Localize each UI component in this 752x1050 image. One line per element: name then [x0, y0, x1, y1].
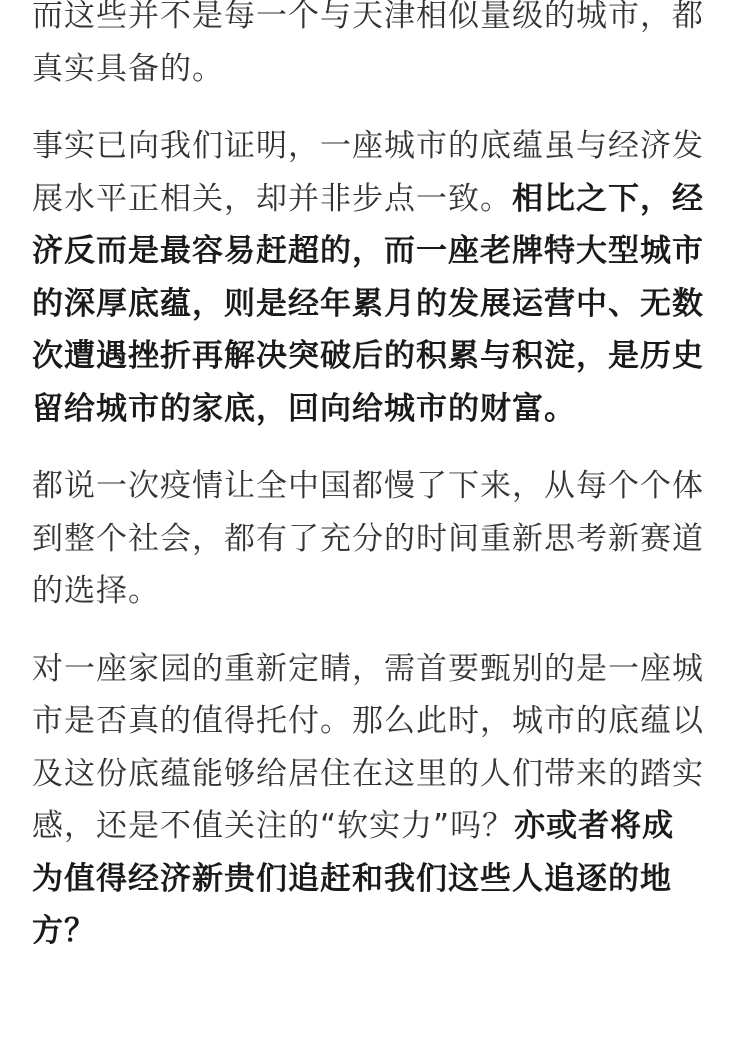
paragraph-1	[32, 0, 704, 95]
paragraph-4-bold-text: 亦或者将成为值得经济新贵们追赶和我们这些人追逐的地方？	[32, 808, 675, 949]
paragraph-2-text: 事实已向我们证明，一座城市的底蕴虽与经济发展水平正相关，却并非步点一致。	[32, 128, 704, 217]
paragraph-3-text: 都说一次疫情让全中国都慢了下来，从每个个体到整个社会，都有了充分的时间重新思考新赛道的选择。	[32, 468, 704, 609]
paragraph-2	[32, 120, 704, 435]
paragraph-1-text: 而这些并不是每一个与天津相似量级的城市，都真实具备的。	[32, 0, 704, 87]
paragraph-2-bold-text: 相比之下，经济反而是最容易赶超的，而一座老牌特大型城市的深厚底蕴，则是经年累月的发展运营中、无数次遭遇挫折再解决突破后的积累与积淀，是历史留给城市的家底，回向给城市的财富。	[32, 180, 704, 427]
paragraph-3	[32, 460, 704, 618]
article-body	[32, 0, 704, 958]
paragraph-4	[32, 643, 704, 958]
paragraph-4-text: 对一座家园的重新定睛，需首要甄别的是一座城市是否真的值得托付。那么此时，城市的底蕴以及这份底蕴能够给居住在这里的人们带来的踏实感，还是不值关注的“软实力”吗？	[32, 650, 704, 844]
